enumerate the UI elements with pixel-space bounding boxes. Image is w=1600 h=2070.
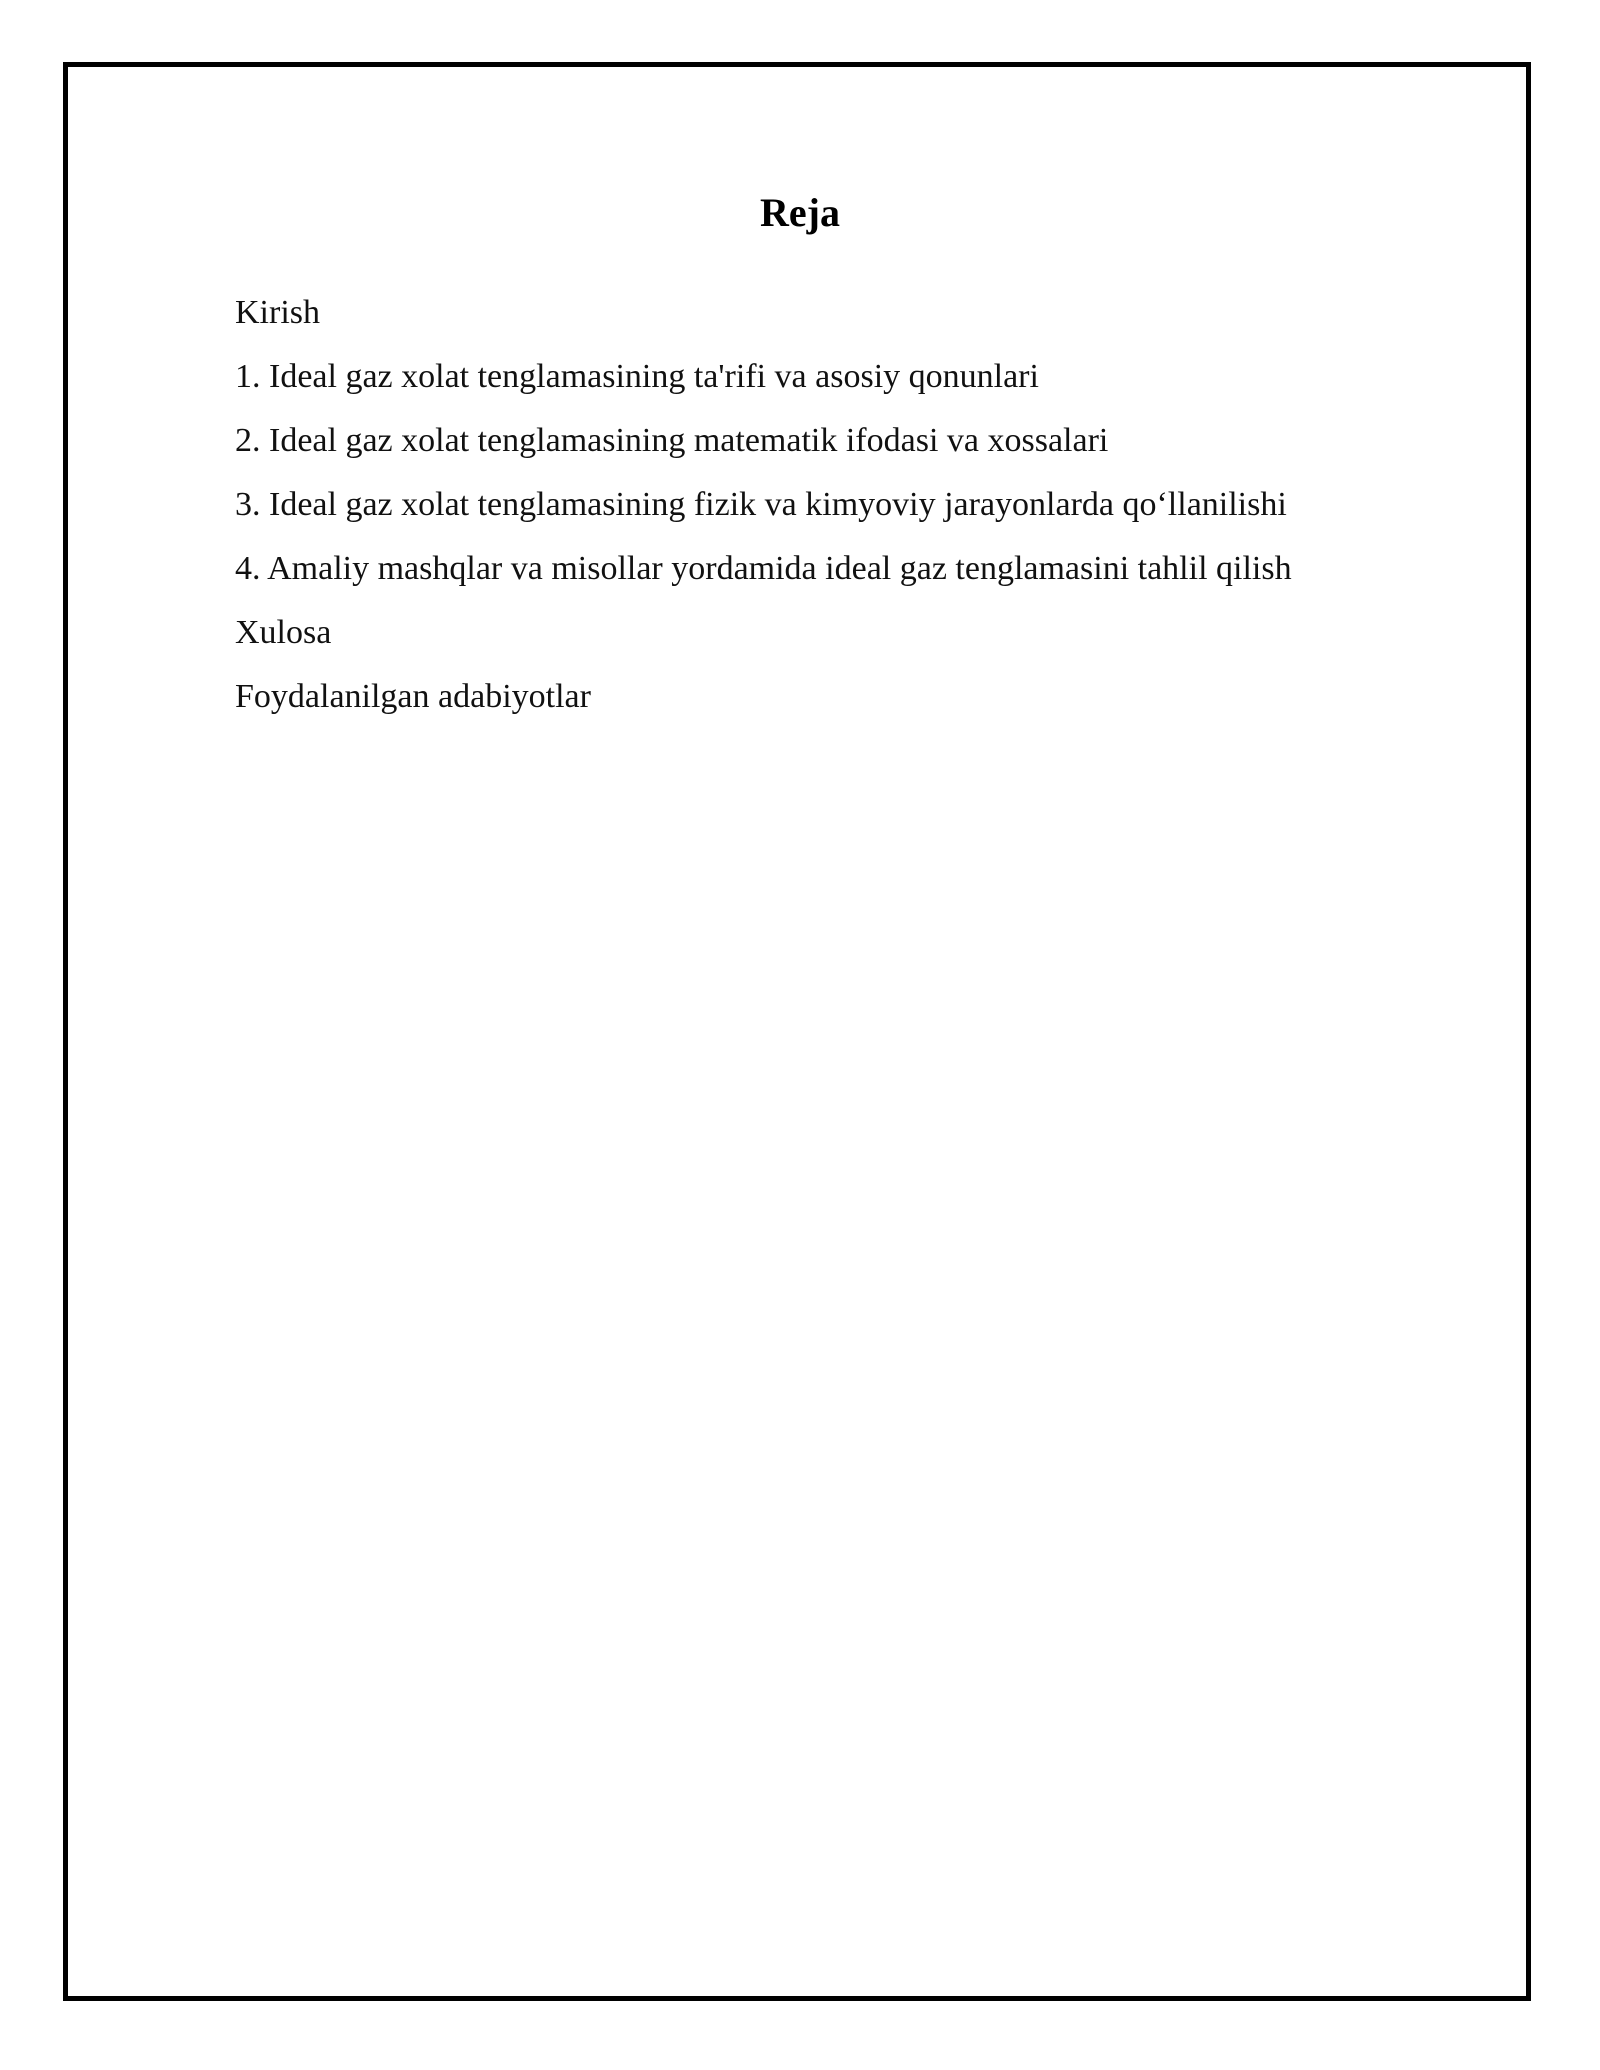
plan-item-4: 4. Amaliy mashqlar va misollar yordamida ideal gaz tenglamasini tahlil qilish [235,550,1292,587]
plan-item-1: 1. Ideal gaz xolat tenglamasining ta'rifi va asosiy qonunlari [235,358,1039,395]
plan-item-references: Foydalanilgan adabiyotlar [235,678,591,715]
plan-item-3: 3. Ideal gaz xolat tenglamasining fizik va kimyoviy jarayonlarda qo‘llanilishi [235,486,1287,523]
page-title: Reja [760,190,840,235]
plan-list [235,288,1365,736]
plan-item-intro: Kirish [235,294,320,331]
plan-item-2: 2. Ideal gaz xolat tenglamasining matematik ifodasi va xossalari [235,422,1109,459]
plan-item-conclusion: Xulosa [235,614,332,651]
